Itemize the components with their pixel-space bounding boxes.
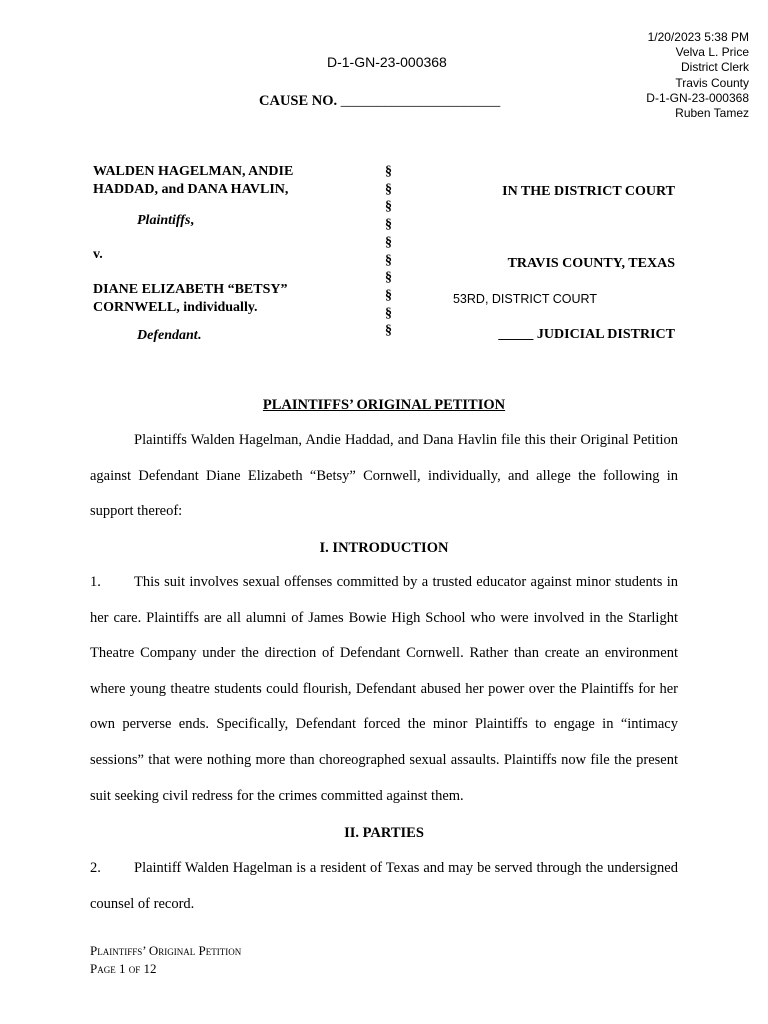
paragraph-number: 1.: [90, 574, 101, 590]
stamp-county: Travis County: [675, 75, 749, 90]
cause-label: CAUSE NO.: [259, 93, 338, 109]
case-caption: [93, 163, 683, 363]
filed-case-number: D-1-GN-23-000368: [327, 54, 447, 70]
versus: v.: [93, 247, 103, 263]
paragraph-text: Plaintiff Walden Hagelman is a resident of Texas and may be served through the undersigned counsel of record.: [90, 860, 678, 912]
paragraph-number: 2.: [90, 860, 101, 876]
section-symbol: §: [385, 234, 392, 250]
plaintiffs-line-1: WALDEN HAGELMAN, ANDIE: [93, 164, 294, 179]
plaintiffs-line-2: HADDAD, and DANA HAVLIN,: [93, 181, 289, 197]
defendant-line-1: DIANE ELIZABETH “BETSY”: [93, 282, 288, 298]
section-symbol: §: [385, 164, 392, 179]
section-symbol: §: [385, 181, 392, 197]
plaintiffs-label: Plaintiffs,: [137, 212, 194, 228]
defendant-line-2: CORNWELL, individually.: [93, 299, 258, 315]
section-symbol: §: [385, 252, 392, 268]
section-symbol: §: [385, 323, 392, 339]
cause-blank: ______________________: [340, 93, 501, 109]
section-symbol: §: [385, 270, 392, 286]
stamp-clerk-title: District Clerk: [681, 60, 749, 75]
document-title: PLAINTIFFS’ ORIGINAL PETITION: [262, 397, 506, 413]
court-assigned: 53RD, DISTRICT COURT: [452, 292, 597, 306]
paragraph-text: This suit involves sexual offenses committed by a trusted educator against minor students in her care. Plaintiffs are all alumni of James Bowie High School who were involved in the Starlight Theatre Company under the direction of Defendant Cornwell. Rather than create an environment where young theatre students could flourish, Defendant abused her power over the Plaintiffs for her own perverse ends. Specifically, Defendant forced the minor Plaintiffs to engage in “intimacy sessions” that were nothing more than choreographed sexual assaults. Plaintiffs now file the present suit seeking civil redress for the crimes committed against them.: [90, 574, 678, 804]
section-symbol: §: [385, 199, 392, 215]
stamp-case-number: D-1-GN-23-000368: [646, 90, 749, 105]
paragraph-2: [90, 851, 678, 922]
footer-page-number: Page 1 of 12: [90, 961, 157, 976]
section-symbol: §: [385, 305, 392, 321]
section-symbol: §: [385, 217, 392, 233]
court-line-county: TRAVIS COUNTY, TEXAS: [507, 256, 675, 271]
page-footer: [90, 942, 241, 978]
filing-stamp: [646, 30, 749, 121]
court-line-judicial: _____ JUDICIAL DISTRICT: [498, 327, 675, 342]
section-heading-introduction: I. INTRODUCTION: [319, 540, 449, 556]
parties-column: [93, 163, 373, 345]
paragraph-1: [90, 565, 678, 814]
footer-title: Plaintiffs’ Original Petition: [90, 943, 242, 958]
defendant-label: Defendant.: [137, 327, 202, 343]
stamp-datetime: 1/20/2023 5:38 PM: [647, 30, 749, 44]
stamp-deputy: Ruben Tamez: [675, 106, 749, 121]
section-heading-parties: II. PARTIES: [344, 825, 424, 841]
section-symbol-column: [385, 163, 399, 340]
section-symbol: §: [385, 287, 392, 303]
court-line-district: IN THE DISTRICT COURT: [502, 184, 675, 199]
cause-number: [259, 93, 500, 110]
stamp-clerk-name: Velva L. Price: [675, 45, 749, 60]
intro-paragraph: Plaintiffs Walden Hagelman, Andie Haddad, and Dana Havlin file this their Original Petition against Defendant Diane Elizabeth “Betsy” Cornwell, individually, and allege the following in support thereof:: [90, 432, 678, 520]
